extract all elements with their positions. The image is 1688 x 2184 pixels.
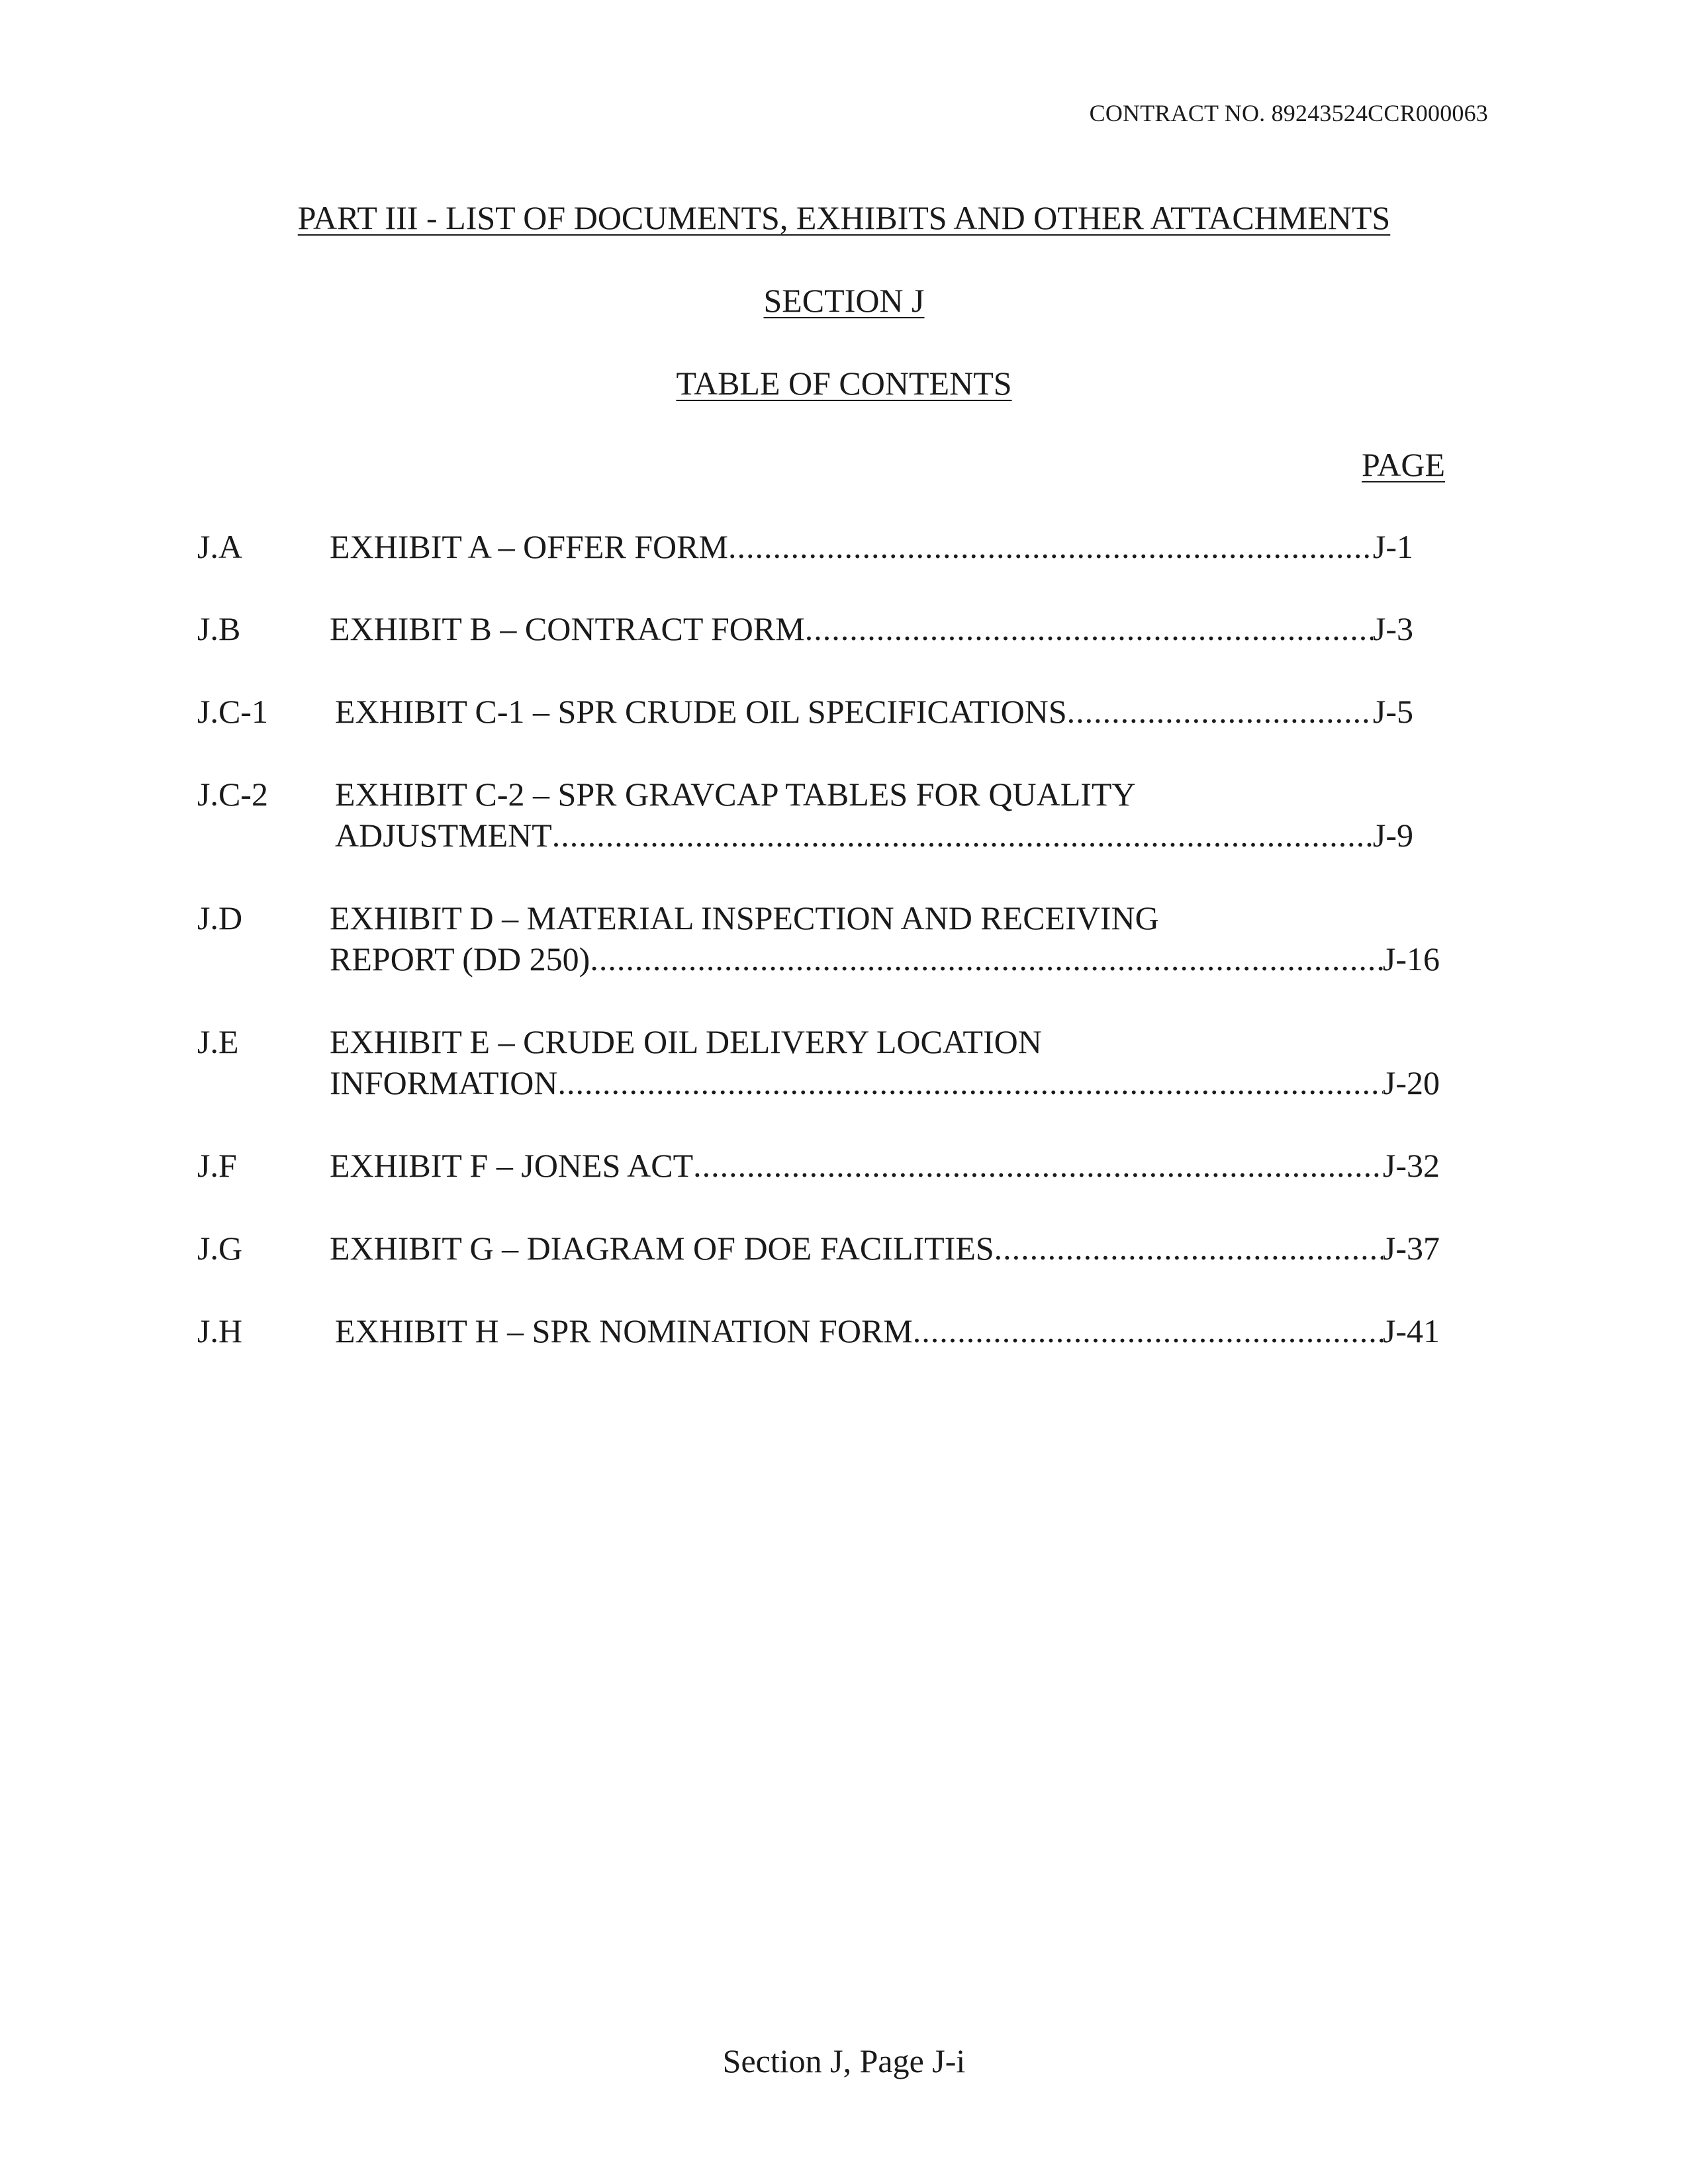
toc-entry-title: EXHIBIT G – DIAGRAM OF DOE FACILITIES [330,1230,994,1267]
toc-entry-code: J.H [197,1312,243,1349]
dot-leader [557,1064,1382,1102]
part-title [0,199,1688,237]
toc-entry-title: EXHIBIT E – CRUDE OIL DELIVERY LOCATION [330,1023,1042,1060]
toc-entry-code: J.D [197,899,243,936]
contract-number: CONTRACT NO. 89243524CCR000063 [1089,100,1488,126]
toc-title [0,364,1688,402]
toc-entry-row [330,1064,1440,1102]
toc-entry-title: EXHIBIT H – SPR NOMINATION FORM [335,1312,913,1349]
toc-entry-row [330,527,1413,566]
toc-entry-page: J-9 [1372,817,1413,854]
section-title-text: SECTION J [763,282,925,319]
toc-entry-title: EXHIBIT C-1 – SPR CRUDE OIL SPECIFICATIONS [335,693,1067,730]
page-column-label: PAGE [1362,446,1445,483]
toc-entry-code: J.F [197,1147,237,1184]
toc-entry-page: J-32 [1382,1147,1440,1184]
toc-entry-page: J-5 [1372,693,1413,730]
toc-entry-code: J.B [197,610,241,647]
toc-entry-code: J.G [197,1230,243,1267]
part-title-text: PART III - LIST OF DOCUMENTS, EXHIBITS AND OTHER ATTACHMENTS [297,199,1391,236]
toc-entry-page: J-16 [1382,940,1440,978]
dot-leader [590,940,1383,978]
toc-entry-title: EXHIBIT C-2 – SPR GRAVCAP TABLES FOR QUALITY [335,776,1136,813]
dot-leader [1067,692,1373,731]
toc-entry-title: REPORT (DD 250) [330,940,590,978]
toc-entry-page: J-37 [1382,1230,1440,1267]
dot-leader [913,1312,1383,1350]
dot-leader [552,816,1373,854]
dot-leader [994,1229,1383,1267]
toc-entry-row [335,816,1413,854]
toc-entry-code: J.C-2 [197,776,268,813]
toc-entry-page: J-41 [1382,1312,1440,1349]
toc-entry-title: EXHIBIT F – JONES ACT [330,1147,694,1184]
toc-entry-title: EXHIBIT D – MATERIAL INSPECTION AND RECEIVING [330,899,1159,936]
toc-entry-code: J.A [197,528,243,565]
toc-entry-title: EXHIBIT B – CONTRACT FORM [330,610,805,647]
toc-entry-row [335,692,1413,731]
toc-title-text: TABLE OF CONTENTS [676,365,1012,402]
toc-entry-row [335,1312,1440,1350]
toc-entry-row [330,610,1413,648]
toc-entry-page: J-20 [1382,1064,1440,1101]
toc-entry-page: J-3 [1372,610,1413,647]
toc-entry-row [330,1146,1440,1185]
page-footer: Section J, Page J-i [722,2042,966,2079]
dot-leader [693,1146,1383,1185]
toc-entry-code: J.E [197,1023,239,1060]
dot-leader [805,610,1373,648]
toc-entry-row [330,940,1440,978]
toc-entry-title: INFORMATION [330,1064,558,1101]
toc-entry-row [330,1229,1440,1267]
dot-leader [728,527,1373,566]
toc-entry-title: EXHIBIT A – OFFER FORM [330,528,728,565]
section-title [0,281,1688,320]
toc-entry-title: ADJUSTMENT [335,817,552,854]
toc-entry-code: J.C-1 [197,693,268,730]
toc-entry-page: J-1 [1372,528,1413,565]
